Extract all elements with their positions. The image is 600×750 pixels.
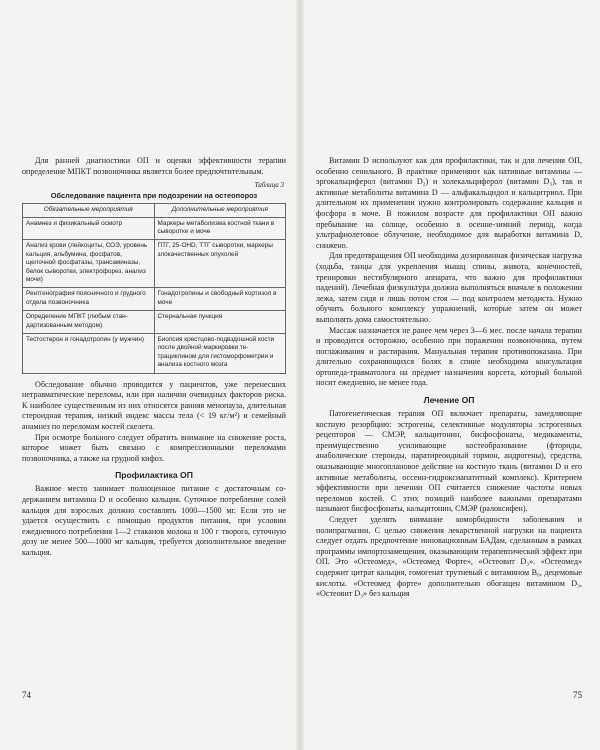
- book-gutter: [296, 0, 304, 750]
- table-header-row: [23, 204, 286, 217]
- right-paragraph-massage: Массаж назначается не ранее чем через 3—6 мес. после начала терапии и проводится осторожно, особенно при поражении позвоночника, путем поглаживания и растирания. Мануальная терапия противопоказана. При длительно сохраняющихся болях в спине необходима консультация ортопеда-травматолога на предмет назначения корсета, который больной носит ежедневно, не менее года.: [316, 325, 582, 388]
- right-paragraph-vitamin-d: Витамин D используют как для профилактики, так и для лечения ОП, особенно сенильного. В практике применяют как нативные витамины — эргокальциферол (витамин D₂) и холекальциферол (витамин D₃), так и активные метаболиты витамина D — альфакальцидол и кальцитриол. При длительном их применении нужно контролировать содержание кальция и фосфора в моче. В пожилом возрасте для профилактики ОП важно пребывание на солнце, особенно в осенне-зимний период, когда ультрафиолетовое облучение, необходимое для выработки витамина D, снижено.: [316, 156, 582, 250]
- right-paragraph-exercise: Для предотвращения ОП необходима дозированная физическая нагрузка (ходьба, танцы для укрепления мышц спины, живота, конечностей, тренировки вестибулярного аппарата, что важно для профилактики падений). Лечебная физкультура должна выполняться вначале в положении лежа, затем сидя и лишь потом стоя — под контролем методиста. Нужно обучить больного комплексу упражнений, которые затем он может выполнять дома самостоятельно.: [316, 251, 582, 324]
- table-cell: Маркеры метаболизма костной ткани в сыворотке и моче: [154, 217, 286, 240]
- table-cell: Стернальная пункция: [154, 311, 286, 334]
- table-cell: Анамнез и физикальный осмотр: [23, 217, 155, 240]
- table-title: Обследование пациента при подозрении на остеопороз: [50, 191, 258, 201]
- left-page: [0, 0, 296, 750]
- table-cell: Определение МПКТ (любым стандартизованным методом): [23, 311, 155, 334]
- left-paragraph-nutrition: Важное место занимает полноценное питание с достаточным содержанием витамина D и особенно кальция. Суточное потребление солей кальция для взрослых должно составлять 1000—1500 мг. Если это не удается осуществить с помощью продуктов питания, при условии ежедневного потребления 1—2 стаканов молока и 100 г творога, суточную дозу не менее 500—1000 мг кальция, требуется дополнительное введение кальция.: [22, 484, 286, 557]
- right-paragraph-pathogenetic-therapy: Патогенетическая терапия ОП включает препараты, замедляющие костную резорбцию: эстрогены, селективные модуляторы эстрогенных рецепторов — СМЭР, кальцитонин, бисфосфонаты, медикаменты, преимущественно усиливающие костеобразование (фториды, анаболические стероиды, паратиреоидный гормон, андрогены), средства, оказывающие многоплановое действие на костную ткань (витамин D и его активные метаболиты, оссеин-гидроксиапатитный комплекс). Критерием эффективности при лечении ОП считается снижение частоты новых переломов костей. С этих позиций наиболее важными препаратами называют бисфосфонаты, кальцитонин, СМЭР (ралоксифен).: [316, 409, 582, 514]
- right-paragraph-comorbidity: Следует уделять внимание коморбидности заболевания и полипрагмазии. С целью снижения лекарственной нагрузки на пациента следует отдать предпочтение инновационным БАДам, сделанным в рамках программы импортозамещения, оказывающим терапевтический эффект при ОП. Это «Остеомед», «Остеомед Форте», «Остеовит D₃». «Остеомед» содержит цитрат кальция, гомогенат трутневый с витамином B₆, децемовые кислоты. «Остеомед форте» дополнительно обогащен витамином D₃, «Остеовит D₃» без кальция: [316, 515, 582, 599]
- table-header-additional: Дополнительные мероприятия: [154, 204, 286, 217]
- table-cell: Рентгенография поясничного и грудного отдела позвоночника: [23, 288, 155, 311]
- right-page: [304, 0, 600, 750]
- section-heading-prevention: Профилактика ОП: [115, 470, 193, 481]
- examination-table: [22, 203, 286, 374]
- section-heading-treatment: Лечение ОП: [423, 395, 475, 406]
- table-row: [23, 240, 286, 288]
- left-intro-paragraph: Для ранней диагностики ОП и оценки эффективности терапии определение МПКТ позвоночника является более предпочтительным.: [22, 156, 286, 176]
- table-row: [23, 288, 286, 311]
- page-number-right: 75: [573, 690, 582, 700]
- table-caption: Таблица 3: [254, 181, 284, 190]
- table-header-mandatory: Обязательные мероприятия: [23, 204, 155, 217]
- table-cell: Гонадотропины и свободный кортизол в моче: [154, 288, 286, 311]
- left-paragraph-examination: При осмотре больного следует обратить внимание на снижение роста, которое может быть связано с компрессионными переломами позвоночника, а также на грудной кифоз.: [22, 432, 286, 463]
- table-cell: Анализ крови (лейкоциты, СОЭ, уровень кальция, альбумина, фосфатов, щелочной фосфатазы, трансаминазы, белок сыворотки, электрофорез, анализ мочи): [23, 240, 155, 288]
- table-row: [23, 311, 286, 334]
- table-cell: ПТГ, 25-OHD, ТТГ сыворотки, маркеры злокачественных опухолей: [154, 240, 286, 288]
- page-number-left: 74: [22, 690, 31, 700]
- table-cell: Биопсия крестцово-подвздошной кости после двойной маркировки тетрациклином для гистоморфометрии и анализа костного мозга: [154, 334, 286, 374]
- table-row: [23, 217, 286, 240]
- table-cell: Тестостерон и гонадотропин (у мужчин): [23, 334, 155, 374]
- left-paragraph-screening: Обследование обычно проводится у пациентов, уже перенесших нетравматические переломы, или при наличии очевидных факторов риска. К наиболее существенным из них относятся ранняя менопауза, длительная стероидная терапия, низкий индекс массы тела (< 19 кг/м²) и семейный анамнез по переломам костей скелета.: [22, 379, 286, 432]
- table-row: [23, 334, 286, 374]
